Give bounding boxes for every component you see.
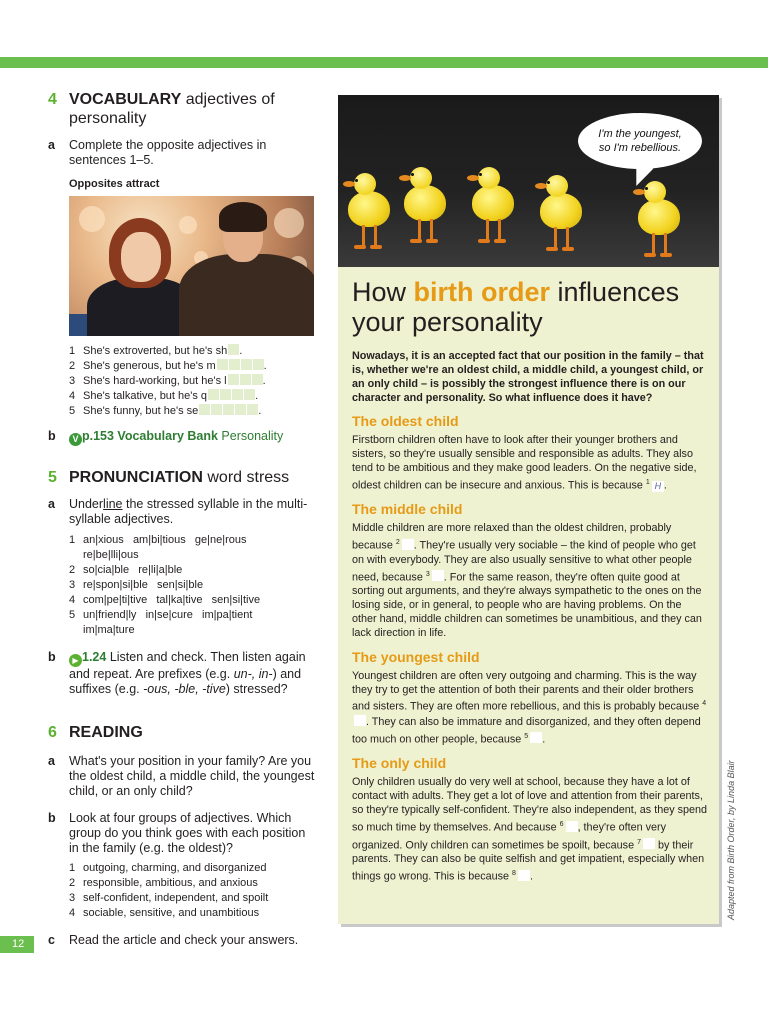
task-6a: a What's your position in your family? Are you the oldest child, a middle child, the youngest child, or an only child? xyxy=(48,754,315,798)
answer-box[interactable]: H xyxy=(652,481,664,492)
top-green-bar xyxy=(0,57,768,68)
task-5b: b ▶ 1.24 Listen and check. Then listen again and repeat. Are prefixes (e.g. un-, in-) and suffixes (e.g. -ous, -ble, -tive) stressed? xyxy=(48,650,306,696)
paragraph-youngest-child: Youngest children are often very outgoing and charming. This is the way they try to get the attention of both their parents and their older brothers and sisters. They are often more rebellious, and this is probably because $^4$. They can also be immature and disorganized, and they often depend too much on other people, because $^5$ . xyxy=(352,669,707,746)
list-item: 3 re|spon|si|ble sen|si|ble xyxy=(69,579,204,591)
heading-youngest-child: The youngest child xyxy=(352,648,480,665)
vocabulary-bank-icon: V xyxy=(69,433,82,446)
task-4b: b V p.153 Vocabulary Bank Personality xyxy=(48,429,284,444)
answer-blank[interactable] xyxy=(208,389,219,400)
task-6b: b Look at four groups of adjectives. Which group do you think goes with each position in the family (e.g. the oldest)? xyxy=(48,811,306,855)
list-item: 1 an|xious am|bi|tious ge|ne|rous re|be|lli|ous xyxy=(69,534,247,561)
task-4a: a Complete the opposite adjectives in sentences 1–5. xyxy=(48,138,267,167)
section-subtitle: word stress xyxy=(207,469,290,486)
couple-photo xyxy=(69,196,314,336)
opposites-sentences xyxy=(48,344,318,419)
vocabulary-bank-link[interactable]: p.153 Vocabulary Bank xyxy=(82,429,218,443)
answer-box[interactable] xyxy=(530,732,542,743)
section-subtitle: adjectives of xyxy=(185,91,275,108)
answer-box[interactable] xyxy=(432,570,444,581)
heading-oldest-child: The oldest child xyxy=(352,413,459,429)
list-item: 5 un|friend|ly in|se|cure im|pa|tient im|ma|ture xyxy=(69,609,253,636)
section-4-heading xyxy=(48,90,318,109)
section-number: 4 xyxy=(48,91,57,108)
section-title: READING xyxy=(69,724,143,741)
list-item: 4 She's talkative, but he's q . xyxy=(69,390,259,402)
audio-play-icon[interactable]: ▶ xyxy=(69,654,82,667)
task-6c: c Read the article and check your answers. xyxy=(48,933,299,947)
list-item: 2 She's generous, but he's m . xyxy=(69,360,267,372)
audio-track-number[interactable]: 1.24 xyxy=(82,650,107,664)
task-5a: a Underline the stressed syllable in the multi-syllable adjectives. xyxy=(48,497,308,526)
section-number: 5 xyxy=(48,469,57,486)
word-stress-list xyxy=(48,533,318,638)
heading-middle-child: The middle child xyxy=(352,501,463,518)
section-6-heading xyxy=(48,723,318,742)
source-credit: Adapted from Birth Order, by Linda Blair xyxy=(726,760,736,920)
list-item: 3 She's hard-working, but he's l . xyxy=(69,375,266,387)
page-number: 12 xyxy=(0,936,34,953)
answer-box[interactable] xyxy=(354,715,366,726)
list-item: 2 responsible, ambitious, and anxious xyxy=(69,877,258,889)
list-item: 3 self-confident, independent, and spoilt xyxy=(69,892,269,904)
paragraph-middle-child: Middle children are more relaxed than the oldest children, probably because $^2$ . They're usually very sociable – the kind of people who get on with everybody. They are also usually sensitive to what other people need, because $^3$ . For the same reason, they're often quite good at sorting out arguments, and they're always sympathetic to the ones on the losing side, or in general, to people who are having problems. On the other hand, middle children can sometimes be unambitious, and they can lack direction in life. xyxy=(352,522,702,639)
answer-blank[interactable] xyxy=(199,404,210,415)
article-panel xyxy=(338,95,719,924)
list-item: 1 outgoing, charming, and disorganized xyxy=(69,862,267,874)
paragraph-oldest-child: Firstborn children often have to look after their younger brothers and sisters, so they're usually sensible and responsible as adults. They also tend to be ambitious and they make good leaders. On the negative side, oldest children can be insecure and anxious. This is because $^1$ H . xyxy=(352,434,697,492)
list-item: 5 She's funny, but he's se . xyxy=(69,405,262,417)
section-title: VOCABULARY xyxy=(69,91,182,108)
section-5-heading xyxy=(48,468,318,487)
ducklings-photo xyxy=(338,95,719,267)
answer-blank[interactable] xyxy=(228,344,239,355)
answer-box[interactable] xyxy=(402,539,414,550)
section-subtitle-cont: personality xyxy=(69,110,147,127)
section-number: 6 xyxy=(48,724,57,741)
left-column xyxy=(48,90,318,948)
photo-caption: Opposites attract xyxy=(69,178,160,190)
paragraph-only-child: Only children usually do very well at school, because they have a lot of contact with adults. They get a lot of love and attention from their parents, so they're typically self-confident. They're also independent, as they spend so much time by themselves. And because $^6$ , they're often very organized. Only children can sometimes be spoilt, because $^7$ by their parents. They can also be quite selfish and get impatient, especially when things go wrong. This is because $^8$ . xyxy=(352,776,708,883)
article-title: How birth order influences your personality xyxy=(352,277,680,337)
section-title: PRONUNCIATION xyxy=(69,469,203,486)
article-intro: Nowadays, it is an accepted fact that our position in the family – that is, whether we're an oldest child, a middle child, a youngest child, or an only child – is possibly the strongest influence there is on our character and personality. So what influence does it have? xyxy=(352,350,704,404)
list-item: 4 com|pe|ti|tive tal|ka|tive sen|si|tive xyxy=(69,594,261,606)
answer-box[interactable] xyxy=(518,870,530,881)
list-item: 4 sociable, sensitive, and unambitious xyxy=(69,907,260,919)
list-item: 1 She's extroverted, but he's sh . xyxy=(69,345,243,357)
article-body xyxy=(352,277,708,885)
answer-blank[interactable] xyxy=(217,359,228,370)
speech-bubble: I'm the youngest, so I'm rebellious. xyxy=(578,113,702,169)
list-item: 2 so|cia|ble re|li|a|ble xyxy=(69,564,183,576)
heading-only-child: The only child xyxy=(352,755,447,772)
answer-box[interactable] xyxy=(566,821,578,832)
adjective-groups xyxy=(48,861,318,921)
answer-box[interactable] xyxy=(643,838,655,849)
answer-blank[interactable] xyxy=(228,374,239,385)
